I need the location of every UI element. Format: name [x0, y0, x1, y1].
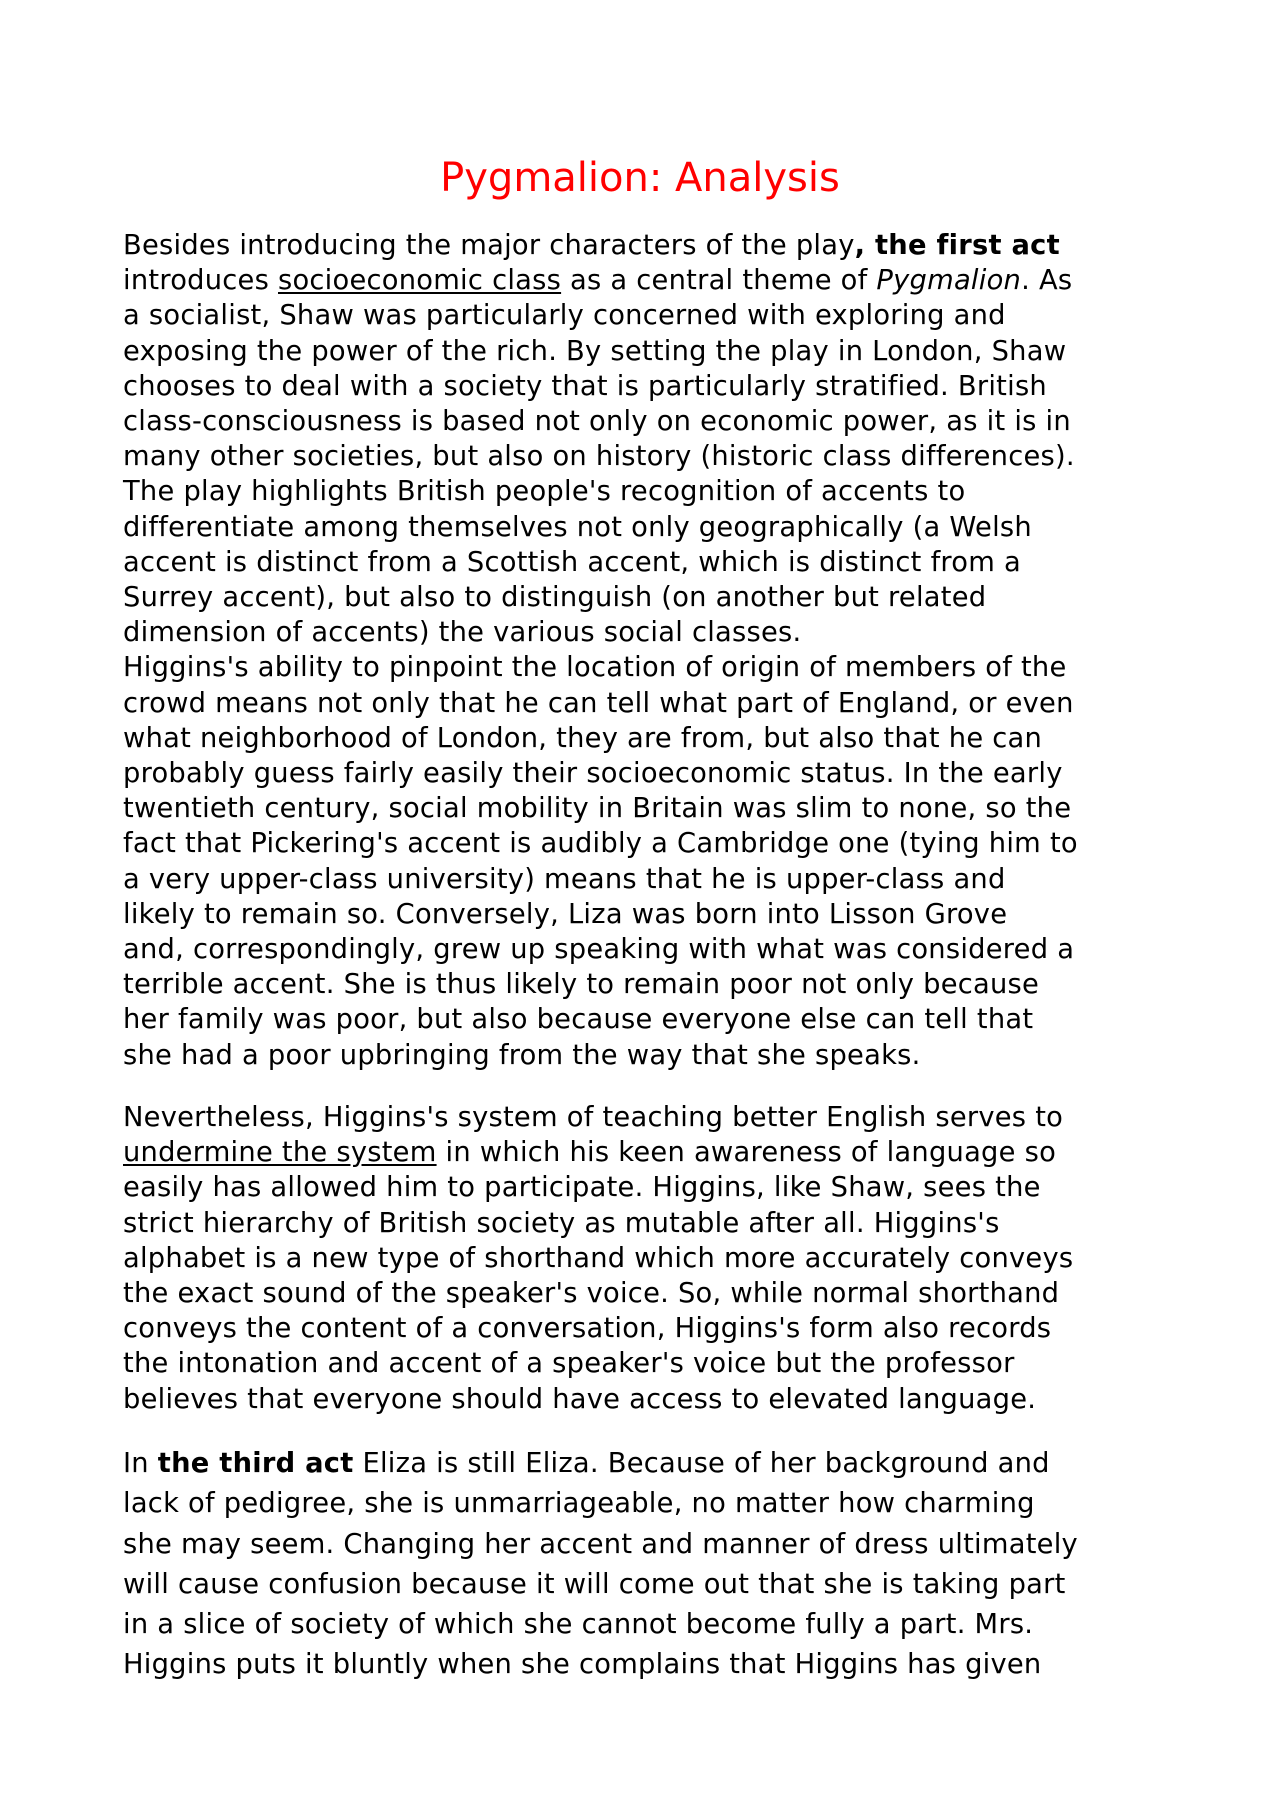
paragraph-class-theme: [123, 228, 1175, 1073]
text-line: [123, 298, 1175, 333]
text-run: twentieth century, social mobility in Britain was slim to none, so the: [123, 793, 1072, 825]
text-line: [123, 1276, 1175, 1311]
underlined-text: socioeconomic class: [278, 265, 562, 297]
text-run: The play highlights British people's recognition of accents to: [123, 476, 966, 508]
text-run: chooses to deal with a society that is particularly stratified. British: [123, 370, 1047, 402]
text-run: terrible accent. She is thus likely to remain poor not only because: [123, 969, 1040, 1001]
text-line: [123, 686, 1175, 721]
text-line: [123, 932, 1175, 967]
text-run: accent is distinct from a Scottish accent, which is distinct from a: [123, 546, 1021, 578]
text-line: [123, 650, 1175, 685]
text-line: [123, 1311, 1175, 1346]
text-line: [123, 1206, 1175, 1241]
text-line: [123, 1241, 1175, 1276]
text-run: exposing the power of the rich. By setting the play in London, Shaw: [123, 335, 1067, 367]
text-run: in a slice of society of which she cannot become fully a part. Mrs.: [123, 1609, 1034, 1641]
text-run: in which his keen awareness of language so: [436, 1137, 1057, 1169]
text-run: differentiate among themselves not only geographically (a Welsh: [123, 511, 1032, 543]
text-run: a socialist, Shaw was particularly concerned with exploring and: [123, 300, 1006, 332]
text-line: [123, 1605, 1175, 1645]
text-run: as a central theme of: [561, 265, 877, 297]
text-line: [123, 721, 1175, 756]
text-run: will cause confusion because it will come out that she is taking part: [123, 1568, 1066, 1600]
text-run: Higgins puts it bluntly when she complains that Higgins has given: [123, 1649, 1042, 1681]
text-line: [123, 1444, 1175, 1484]
text-run: she may seem. Changing her accent and manner of dress ultimately: [123, 1528, 1078, 1560]
text-line: [123, 1100, 1175, 1135]
text-line: [123, 1484, 1175, 1524]
text-run: easily has allowed him to participate. Higgins, like Shaw, sees the: [123, 1172, 1041, 1204]
text-line: [123, 1565, 1175, 1605]
text-line: [123, 510, 1175, 545]
text-run: . As: [1021, 265, 1073, 297]
text-line: [123, 1645, 1175, 1685]
text-run: Besides introducing the major characters of the play: [123, 230, 855, 261]
text-run: a very upper-class university) means that he is upper-class and: [123, 863, 1006, 895]
text-line: [123, 1346, 1175, 1381]
text-run: believes that everyone should have access to elevated language.: [123, 1383, 1037, 1415]
text-line: [123, 334, 1175, 369]
paragraph-undermine-system: [123, 1100, 1175, 1417]
text-line: [123, 615, 1175, 650]
text-line: [123, 1038, 1175, 1073]
italic-text: Pygmalion: [876, 265, 1022, 297]
text-run: and, correspondingly, grew up speaking with what was considered a: [123, 934, 1075, 966]
text-line: [123, 1170, 1175, 1205]
text-run: In: [123, 1448, 158, 1479]
text-run: her family was poor, but also because everyone else can tell that: [123, 1004, 1034, 1036]
paragraph-third-act: [123, 1444, 1175, 1686]
text-line: [123, 580, 1175, 615]
text-line: [123, 862, 1175, 897]
document-title: Pygmalion: Analysis: [440, 155, 840, 201]
bold-text: the third act: [157, 1448, 354, 1479]
text-line: [123, 404, 1175, 439]
text-run: class-consciousness is based not only on economic power, as it is in: [123, 406, 1071, 438]
text-line: [123, 1382, 1175, 1417]
text-run: alphabet is a new type of shorthand which more accurately conveys: [123, 1242, 1074, 1274]
text-run: fact that Pickering's accent is audibly a Cambridge one (tying him to: [123, 828, 1078, 860]
text-run: the exact sound of the speaker's voice. So, while normal shorthand: [123, 1278, 1060, 1310]
text-run: dimension of accents) the various social classes.: [123, 617, 802, 649]
text-line: [123, 1135, 1175, 1170]
text-line: [123, 474, 1175, 509]
text-line: [123, 263, 1175, 298]
text-run: the intonation and accent of a speaker's voice but the professor: [123, 1348, 1015, 1380]
text-run: lack of pedigree, she is unmarriageable, no matter how charming: [123, 1488, 1035, 1520]
text-line: [123, 439, 1175, 474]
text-line: [123, 369, 1175, 404]
text-run: strict hierarchy of British society as mutable after all. Higgins's: [123, 1207, 1000, 1239]
text-run: likely to remain so. Conversely, Liza was born into Lisson Grove: [123, 898, 1008, 930]
text-line: [123, 897, 1175, 932]
text-run: Higgins's ability to pinpoint the location of origin of members of the: [123, 652, 1067, 684]
text-line: [123, 826, 1175, 861]
text-line: [123, 756, 1175, 791]
text-run: probably guess fairly easily their socioeconomic status. In the early: [123, 758, 1063, 790]
text-run: many other societies, but also on history (historic class differences).: [123, 441, 1075, 473]
text-run: introduces: [123, 265, 278, 297]
text-run: Eliza is still Eliza. Because of her background and: [353, 1448, 1050, 1479]
text-run: Nevertheless, Higgins's system of teaching better English serves to: [123, 1102, 1064, 1133]
text-line: [123, 791, 1175, 826]
text-run: crowd means not only that he can tell what part of England, or even: [123, 687, 1074, 719]
text-run: Surrey accent), but also to distinguish (on another but related: [123, 582, 987, 614]
text-run: she had a poor upbringing from the way that she speaks.: [123, 1039, 921, 1071]
text-line: [123, 967, 1175, 1002]
text-line: [123, 228, 1175, 263]
underlined-text: undermine the system: [123, 1137, 437, 1169]
text-line: [123, 1525, 1175, 1565]
text-run: what neighborhood of London, they are from, but also that he can: [123, 722, 1043, 754]
text-run: conveys the content of a conversation, Higgins's form also records: [123, 1313, 1052, 1345]
text-line: [123, 545, 1175, 580]
bold-text: , the first act: [854, 230, 1060, 261]
text-line: [123, 1002, 1175, 1037]
